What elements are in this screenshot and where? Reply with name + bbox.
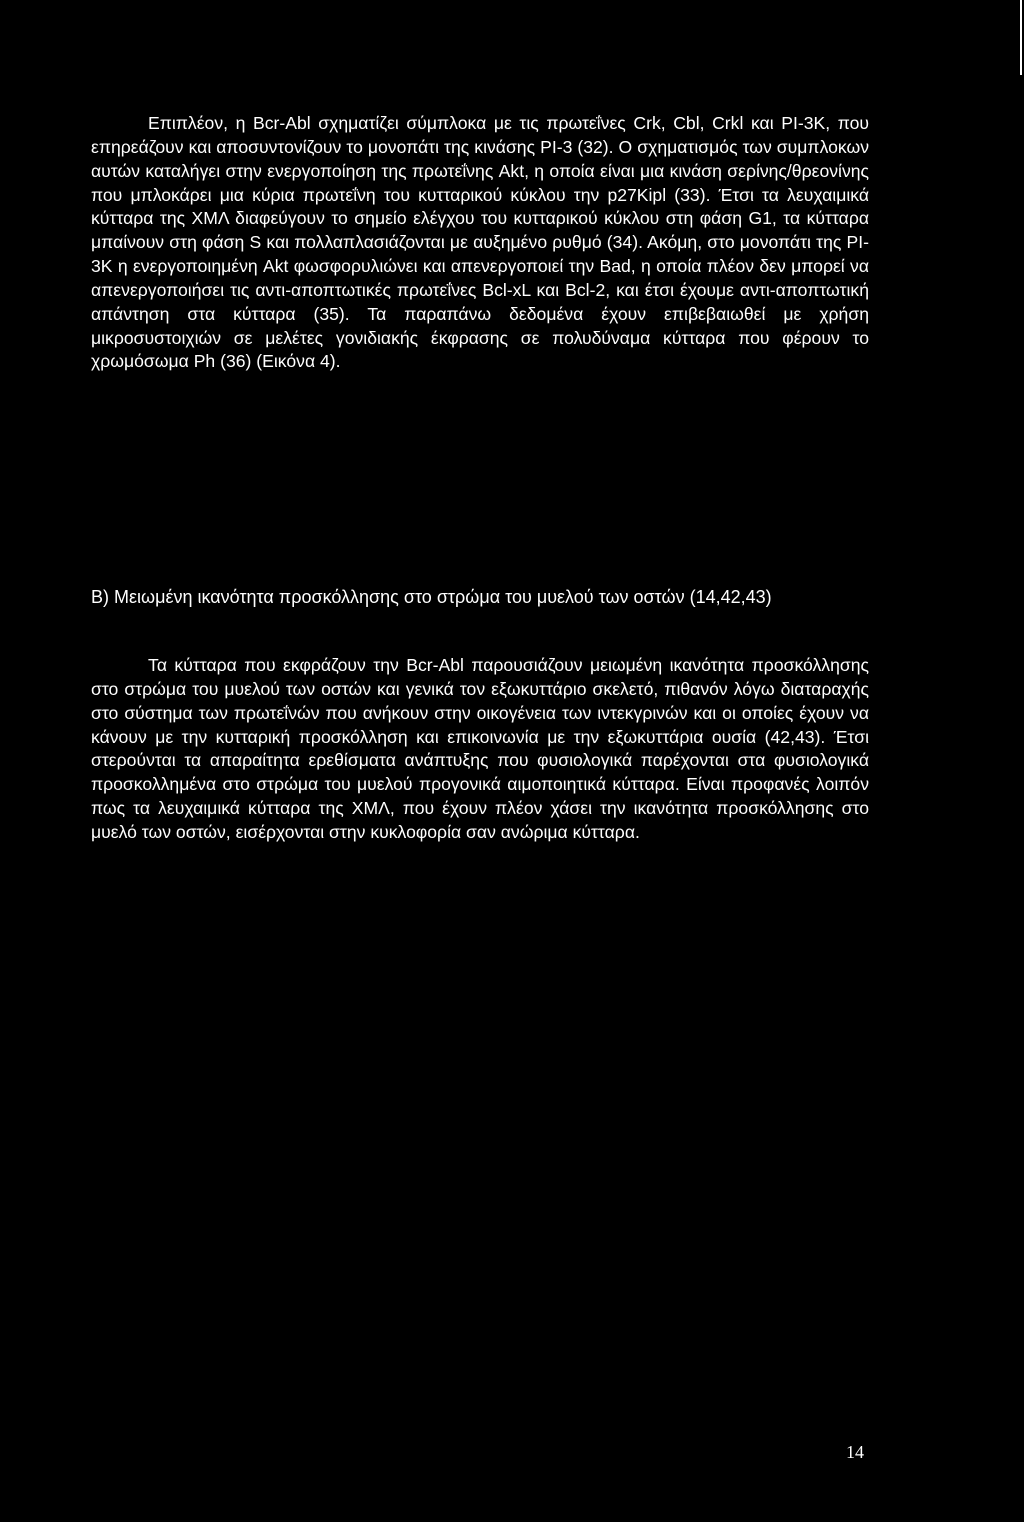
section-heading-adhesion: Β) Μειωμένη ικανότητα προσκόλλησης στο στρώμα του μυελού των οστών (14,42,43) (91, 587, 772, 607)
paragraph-adhesion-reduction: Τα κύτταρα που εκφράζουν την Bcr-Abl παρουσιάζουν μειωμένη ικανότητα προσκόλλησης στο στρώμα του μυελού των οστών και γενικά τον εξωκυττάριο σκελετό, πιθανόν λόγω διαταραχής στο σύστημα των πρωτεΐνών που ανήκουν στην οικογένεια των ιντεκγρινών και οι οποίες έχουν να κάνουν με την κυτταρική προσκόλληση και επικοινωνία με την εξωκυττάρια ουσία (42,43). Έτσι στερούνται τα απαραίτητα ερεθίσματα ανάπτυξης που φυσιολογικά παρέχονται στα φυσιολογικά προσκολλημένα στο στρώμα του μυελού προγονικά αιμοποιητικά κύτταρα. Είναι προφανές λοιπόν πως τα λευχαιμικά κύτταρα της ΧΜΛ, που έχουν πλέον χάσει την ικανότητα προσκόλλησης στο μυελό των οστών, εισέρχονται στην κυκλοφορία σαν ανώριμα κύτταρα. (91, 655, 869, 842)
paragraph-bcr-abl-complexes: Επιπλέον, η Bcr-Abl σχηματίζει σύμπλοκα με τις πρωτεΐνες Crk, Cbl, Crkl και PI-3K, που επηρεάζουν και αποσυντονίζουν το μονοπάτι της κινάσης PI-3 (32). Ο σχηματισμός των συμπλοκων αυτών καταλήγει στην ενεργοποίηση της πρωτεΐνης Akt, η οποία είναι μια κινάση σερίνης/θρεονίνης που μπλοκάρει μια κύρια πρωτεΐνη του κυτταρικού κύκλου την p27Kipl (33). Έτσι τα λευχαιμικά κύτταρα της ΧΜΛ διαφεύγουν το σημείο ελέγχου του κυτταρικού κύκλου στη φάση G1, τα κύτταρα μπαίνουν στη φάση S και πολλαπλασιάζονται με αυξημένο ρυθμό (34). Ακόμη, στο μονοπάτι της PI-3K η ενεργοποιημένη Akt φωσφορυλιώνει και απενεργοποιεί την Bad, η οποία πλέον δεν μπορεί να απενεργοποιήσει τις αντι-αποπτωτικές πρωτεΐνες Bcl-xL και Bcl-2, και έτσι έχουμε αντι-αποπτωτική απάντηση στα κύτταρα (35). Τα παραπάνω δεδομένα έχουν επιβεβαιωθεί με χρήση μικροσυστοιχιών σε μελέτες γονιδιακής έκφρασης σε πολυδύναμα κύτταρα που φέρουν το χρωμόσωμα Ph (36) (Εικόνα 4). (91, 113, 869, 372)
page-edge-line (1020, 0, 1022, 75)
page-number: 14 (846, 1442, 864, 1462)
